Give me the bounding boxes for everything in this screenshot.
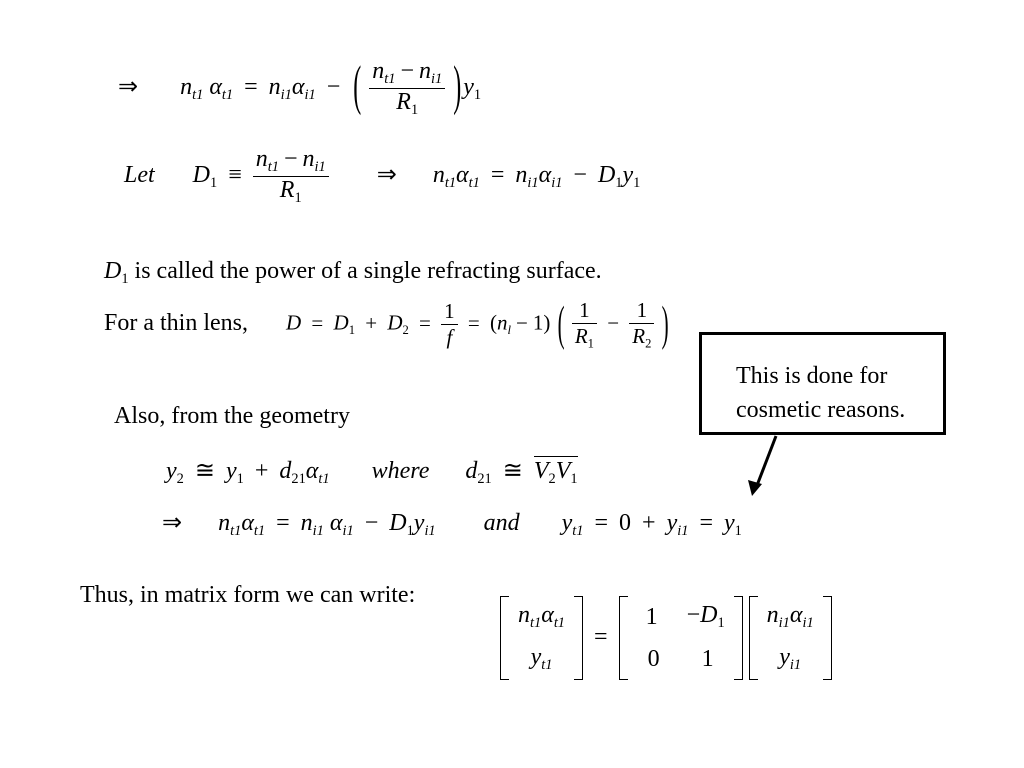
- input-vector: $n_{i1}\alpha_{i1}$ $y_{i1}$: [749, 596, 832, 680]
- implies-symbol: ⇒: [162, 510, 183, 536]
- matrix-label: Thus, in matrix form we can write:: [80, 582, 416, 608]
- geometry-label: Also, from the geometry: [114, 403, 350, 429]
- callout-line-2: cosmetic reasons.: [736, 397, 906, 423]
- refraction-matrix: 1 $-D_1$ 0 1: [619, 596, 743, 680]
- fraction: $\frac{n_{t1} - n_{i1}}{R_1}$: [369, 58, 445, 119]
- implies-symbol: ⇒: [376, 162, 397, 189]
- power-description: $D_1$ is called the power of a single refracting surface.: [104, 258, 602, 288]
- matrix-equation: $n_{t1}\alpha_{t1}$ $y_{t1}$ = 1 $-D_1$ 0 1 $n_{i1}\alpha_{i1}$ $y_{i1}$: [500, 596, 832, 680]
- result-equation: ⇒ $n_{t1}\alpha_{t1} = n_{i1}$ $\alpha_{i1} - D_1y_{i1}$ and $y_{t1} = 0 + y_{i1} = y_1$: [162, 510, 742, 540]
- equation-refraction-1: ⇒ $n_{t1}$ $\alpha_{t1} = n_{i1}\alpha_{i1}$ − ( $\frac{n_{t1} - n_{i1}}{R_1}$ )$y_1$: [118, 57, 482, 119]
- thin-lens-label: For a thin lens,: [104, 310, 248, 336]
- output-vector: $n_{t1}\alpha_{t1}$ $y_{t1}$: [500, 596, 583, 680]
- fraction: $\frac{n_{t1} - n_{i1}}{R_1}$: [253, 146, 329, 207]
- callout-box: [699, 332, 946, 435]
- geometry-equation: $y_2$ ≅ $y_1 + d_{21}\alpha_{t1}$ where $d_{21}$ ≅ $V_2V_1$: [166, 458, 578, 488]
- fraction: $\frac{1}{R_2}$: [629, 298, 654, 351]
- lensmaker-equation: $D = D_1 + D_2$ = $\frac{1}{f}$ = $(n_l - 1)$ ( $\frac{1}{R_1}$ − $\frac{1}{R_2}$ ): [286, 295, 669, 352]
- fraction: $\frac{1}{f}$: [441, 299, 458, 350]
- callout-line-1: This is done for: [736, 363, 888, 389]
- fraction: $\frac{1}{R_1}$: [572, 298, 597, 351]
- implies-symbol: ⇒: [118, 74, 139, 101]
- callout-arrow: [740, 432, 790, 502]
- equation-define-power: Let $D_1$ ≡ $\frac{n_{t1} - n_{i1}}{R_1}$ ⇒ $n_{t1}\alpha_{t1} = n_{i1}\alpha_{i1} - D_1y_1$: [124, 146, 641, 207]
